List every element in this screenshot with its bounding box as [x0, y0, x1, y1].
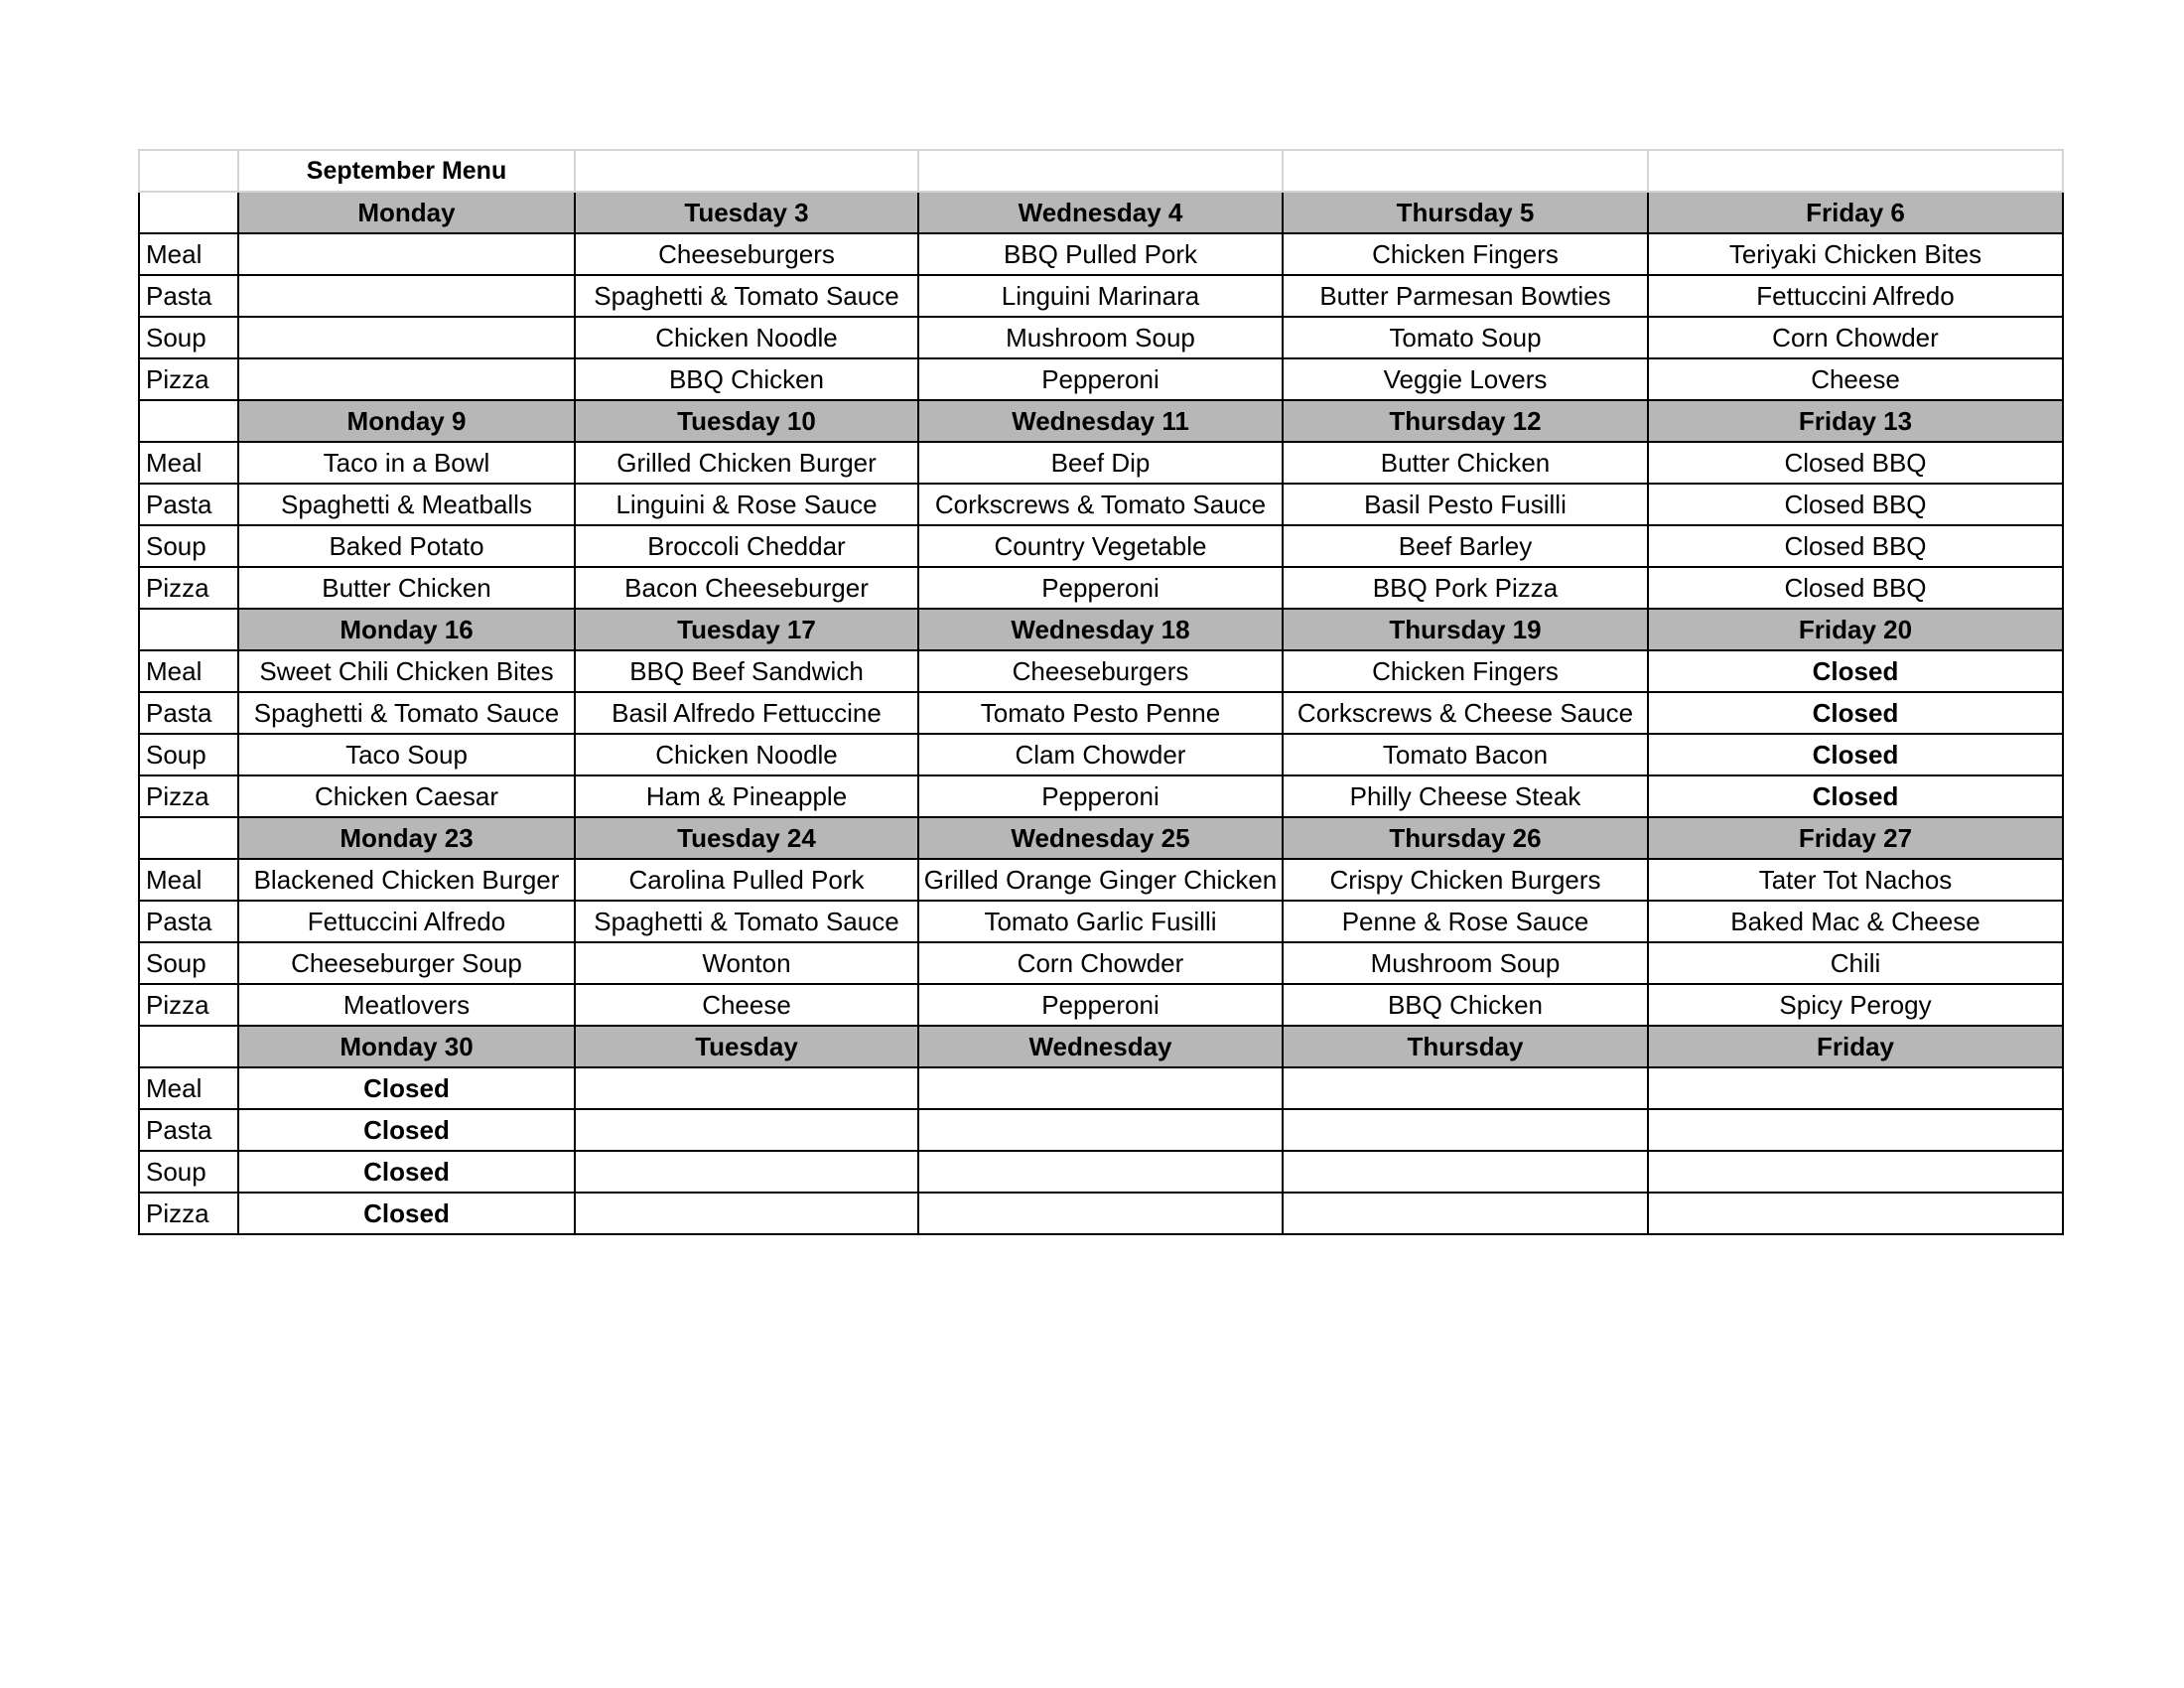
menu-item: Spaghetti & Tomato Sauce — [575, 275, 918, 317]
menu-item: Chili — [1648, 942, 2063, 984]
menu-item: Tomato Garlic Fusilli — [918, 901, 1283, 942]
menu-item: Baked Potato — [238, 525, 575, 567]
menu-item: Cheeseburgers — [918, 650, 1283, 692]
day-header: Monday 23 — [238, 817, 575, 859]
menu-item: Chicken Caesar — [238, 775, 575, 817]
category-label: Pizza — [139, 984, 238, 1026]
day-header: Friday 6 — [1648, 192, 2063, 233]
menu-row — [139, 901, 2063, 942]
menu-item: Chicken Noodle — [575, 734, 918, 775]
menu-table — [138, 149, 2064, 1235]
menu-item: Spaghetti & Tomato Sauce — [575, 901, 918, 942]
menu-item: Butter Chicken — [1283, 442, 1648, 484]
menu-row — [139, 650, 2063, 692]
menu-item: Clam Chowder — [918, 734, 1283, 775]
category-label: Pizza — [139, 775, 238, 817]
menu-item: Tomato Soup — [1283, 317, 1648, 358]
menu-item: Grilled Orange Ginger Chicken — [918, 859, 1283, 901]
menu-row — [139, 275, 2063, 317]
category-label: Meal — [139, 859, 238, 901]
week-header-row — [139, 817, 2063, 859]
menu-row — [139, 942, 2063, 984]
week-header-row — [139, 192, 2063, 233]
menu-item: Butter Chicken — [238, 567, 575, 609]
menu-item: Pepperoni — [918, 984, 1283, 1026]
menu-item: BBQ Chicken — [1283, 984, 1648, 1026]
menu-item: Chicken Fingers — [1283, 650, 1648, 692]
week-header-row — [139, 1026, 2063, 1067]
menu-item: Closed — [238, 1067, 575, 1109]
menu-item: Meatlovers — [238, 984, 575, 1026]
menu-item: Closed — [238, 1109, 575, 1151]
week-header-row — [139, 609, 2063, 650]
menu-item: Closed — [1648, 692, 2063, 734]
menu-item — [1648, 1067, 2063, 1109]
menu-item: Veggie Lovers — [1283, 358, 1648, 400]
category-label: Soup — [139, 1151, 238, 1193]
menu-item — [918, 1109, 1283, 1151]
menu-item — [575, 1151, 918, 1193]
menu-item: Sweet Chili Chicken Bites — [238, 650, 575, 692]
day-header: Friday 13 — [1648, 400, 2063, 442]
menu-item: Closed BBQ — [1648, 442, 2063, 484]
menu-item: Fettuccini Alfredo — [238, 901, 575, 942]
week-header-row — [139, 400, 2063, 442]
category-label: Pizza — [139, 1193, 238, 1234]
day-header: Tuesday — [575, 1026, 918, 1067]
menu-row — [139, 775, 2063, 817]
menu-item — [238, 317, 575, 358]
menu-item: Baked Mac & Cheese — [1648, 901, 2063, 942]
day-header: Friday 27 — [1648, 817, 2063, 859]
menu-item — [575, 1109, 918, 1151]
menu-item — [575, 1067, 918, 1109]
menu-row — [139, 1067, 2063, 1109]
menu-item — [1648, 1109, 2063, 1151]
day-header: Thursday 26 — [1283, 817, 1648, 859]
day-header: Monday 16 — [238, 609, 575, 650]
menu-item: Linguini Marinara — [918, 275, 1283, 317]
menu-item: Chicken Fingers — [1283, 233, 1648, 275]
menu-row — [139, 692, 2063, 734]
menu-item: Linguini & Rose Sauce — [575, 484, 918, 525]
menu-item: Closed — [1648, 775, 2063, 817]
menu-row — [139, 984, 2063, 1026]
category-label: Pasta — [139, 901, 238, 942]
menu-item: Corkscrews & Tomato Sauce — [918, 484, 1283, 525]
menu-item: Cheese — [575, 984, 918, 1026]
day-header: Monday 30 — [238, 1026, 575, 1067]
menu-row — [139, 233, 2063, 275]
menu-item: Closed BBQ — [1648, 484, 2063, 525]
menu-item: BBQ Chicken — [575, 358, 918, 400]
menu-item — [1283, 1109, 1648, 1151]
empty-cell — [1283, 150, 1648, 192]
day-header: Monday 9 — [238, 400, 575, 442]
menu-item — [918, 1151, 1283, 1193]
menu-item: Country Vegetable — [918, 525, 1283, 567]
menu-item: Closed — [1648, 734, 2063, 775]
empty-cell — [139, 609, 238, 650]
menu-item — [575, 1193, 918, 1234]
empty-cell — [1648, 150, 2063, 192]
category-label: Soup — [139, 942, 238, 984]
menu-item — [1648, 1151, 2063, 1193]
day-header: Friday 20 — [1648, 609, 2063, 650]
empty-cell — [139, 192, 238, 233]
menu-item — [238, 233, 575, 275]
menu-item: Bacon Cheeseburger — [575, 567, 918, 609]
empty-cell — [918, 150, 1283, 192]
menu-row — [139, 859, 2063, 901]
day-header: Wednesday 4 — [918, 192, 1283, 233]
menu-row — [139, 358, 2063, 400]
menu-item: Cheese — [1648, 358, 2063, 400]
menu-item: Taco in a Bowl — [238, 442, 575, 484]
menu-item: Fettuccini Alfredo — [1648, 275, 2063, 317]
menu-item: Pepperoni — [918, 567, 1283, 609]
menu-item: Spicy Perogy — [1648, 984, 2063, 1026]
menu-item: Tomato Pesto Penne — [918, 692, 1283, 734]
menu-item: Basil Alfredo Fettuccine — [575, 692, 918, 734]
menu-item: Penne & Rose Sauce — [1283, 901, 1648, 942]
menu-item: Tater Tot Nachos — [1648, 859, 2063, 901]
menu-body — [139, 150, 2063, 1234]
category-label: Pasta — [139, 275, 238, 317]
day-header: Friday — [1648, 1026, 2063, 1067]
empty-cell — [139, 817, 238, 859]
menu-item: Mushroom Soup — [918, 317, 1283, 358]
day-header: Thursday — [1283, 1026, 1648, 1067]
menu-item: Spaghetti & Meatballs — [238, 484, 575, 525]
menu-item: Crispy Chicken Burgers — [1283, 859, 1648, 901]
category-label: Soup — [139, 525, 238, 567]
menu-item: Closed BBQ — [1648, 567, 2063, 609]
day-header: Thursday 5 — [1283, 192, 1648, 233]
menu-item — [918, 1193, 1283, 1234]
category-label: Soup — [139, 317, 238, 358]
title-row — [139, 150, 2063, 192]
menu-item: Carolina Pulled Pork — [575, 859, 918, 901]
category-label: Pasta — [139, 1109, 238, 1151]
category-label: Pasta — [139, 692, 238, 734]
menu-row — [139, 442, 2063, 484]
menu-item: Closed — [238, 1193, 575, 1234]
menu-row — [139, 1193, 2063, 1234]
category-label: Pasta — [139, 484, 238, 525]
menu-item: Philly Cheese Steak — [1283, 775, 1648, 817]
menu-row — [139, 317, 2063, 358]
day-header: Tuesday 10 — [575, 400, 918, 442]
menu-row — [139, 1109, 2063, 1151]
menu-item: BBQ Pulled Pork — [918, 233, 1283, 275]
menu-item: Closed — [238, 1151, 575, 1193]
menu-item: Grilled Chicken Burger — [575, 442, 918, 484]
menu-item: Butter Parmesan Bowties — [1283, 275, 1648, 317]
menu-item — [1283, 1151, 1648, 1193]
menu-item: Spaghetti & Tomato Sauce — [238, 692, 575, 734]
menu-item: Cheeseburger Soup — [238, 942, 575, 984]
menu-item: Pepperoni — [918, 775, 1283, 817]
category-label: Meal — [139, 442, 238, 484]
menu-item: Mushroom Soup — [1283, 942, 1648, 984]
menu-item: Broccoli Cheddar — [575, 525, 918, 567]
menu-item — [918, 1067, 1283, 1109]
menu-item: BBQ Beef Sandwich — [575, 650, 918, 692]
menu-item — [1283, 1193, 1648, 1234]
category-label: Pizza — [139, 358, 238, 400]
day-header: Wednesday 18 — [918, 609, 1283, 650]
day-header: Thursday 12 — [1283, 400, 1648, 442]
day-header: Wednesday 25 — [918, 817, 1283, 859]
empty-cell — [139, 150, 238, 192]
menu-title: September Menu — [238, 150, 575, 192]
day-header: Tuesday 3 — [575, 192, 918, 233]
category-label: Meal — [139, 233, 238, 275]
menu-item: Taco Soup — [238, 734, 575, 775]
menu-item — [238, 358, 575, 400]
menu-item: Cheeseburgers — [575, 233, 918, 275]
menu-item: Corn Chowder — [918, 942, 1283, 984]
category-label: Meal — [139, 650, 238, 692]
category-label: Meal — [139, 1067, 238, 1109]
menu-item: Beef Dip — [918, 442, 1283, 484]
menu-item: Corkscrews & Cheese Sauce — [1283, 692, 1648, 734]
menu-item — [1648, 1193, 2063, 1234]
menu-item: Chicken Noodle — [575, 317, 918, 358]
menu-row — [139, 525, 2063, 567]
day-header: Wednesday 11 — [918, 400, 1283, 442]
empty-cell — [139, 400, 238, 442]
menu-item: Closed BBQ — [1648, 525, 2063, 567]
menu-item: Basil Pesto Fusilli — [1283, 484, 1648, 525]
day-header: Monday — [238, 192, 575, 233]
menu-row — [139, 484, 2063, 525]
day-header: Wednesday — [918, 1026, 1283, 1067]
day-header: Thursday 19 — [1283, 609, 1648, 650]
category-label: Soup — [139, 734, 238, 775]
category-label: Pizza — [139, 567, 238, 609]
menu-item: Teriyaki Chicken Bites — [1648, 233, 2063, 275]
day-header: Tuesday 17 — [575, 609, 918, 650]
menu-row — [139, 734, 2063, 775]
menu-row — [139, 567, 2063, 609]
menu-item — [238, 275, 575, 317]
menu-item: Pepperoni — [918, 358, 1283, 400]
empty-cell — [139, 1026, 238, 1067]
menu-item: Closed — [1648, 650, 2063, 692]
menu-item: Tomato Bacon — [1283, 734, 1648, 775]
menu-item: Wonton — [575, 942, 918, 984]
menu-item: Corn Chowder — [1648, 317, 2063, 358]
menu-item: Blackened Chicken Burger — [238, 859, 575, 901]
menu-item: Beef Barley — [1283, 525, 1648, 567]
menu-item: BBQ Pork Pizza — [1283, 567, 1648, 609]
menu-item — [1283, 1067, 1648, 1109]
empty-cell — [575, 150, 918, 192]
menu-item: Ham & Pineapple — [575, 775, 918, 817]
menu-row — [139, 1151, 2063, 1193]
day-header: Tuesday 24 — [575, 817, 918, 859]
